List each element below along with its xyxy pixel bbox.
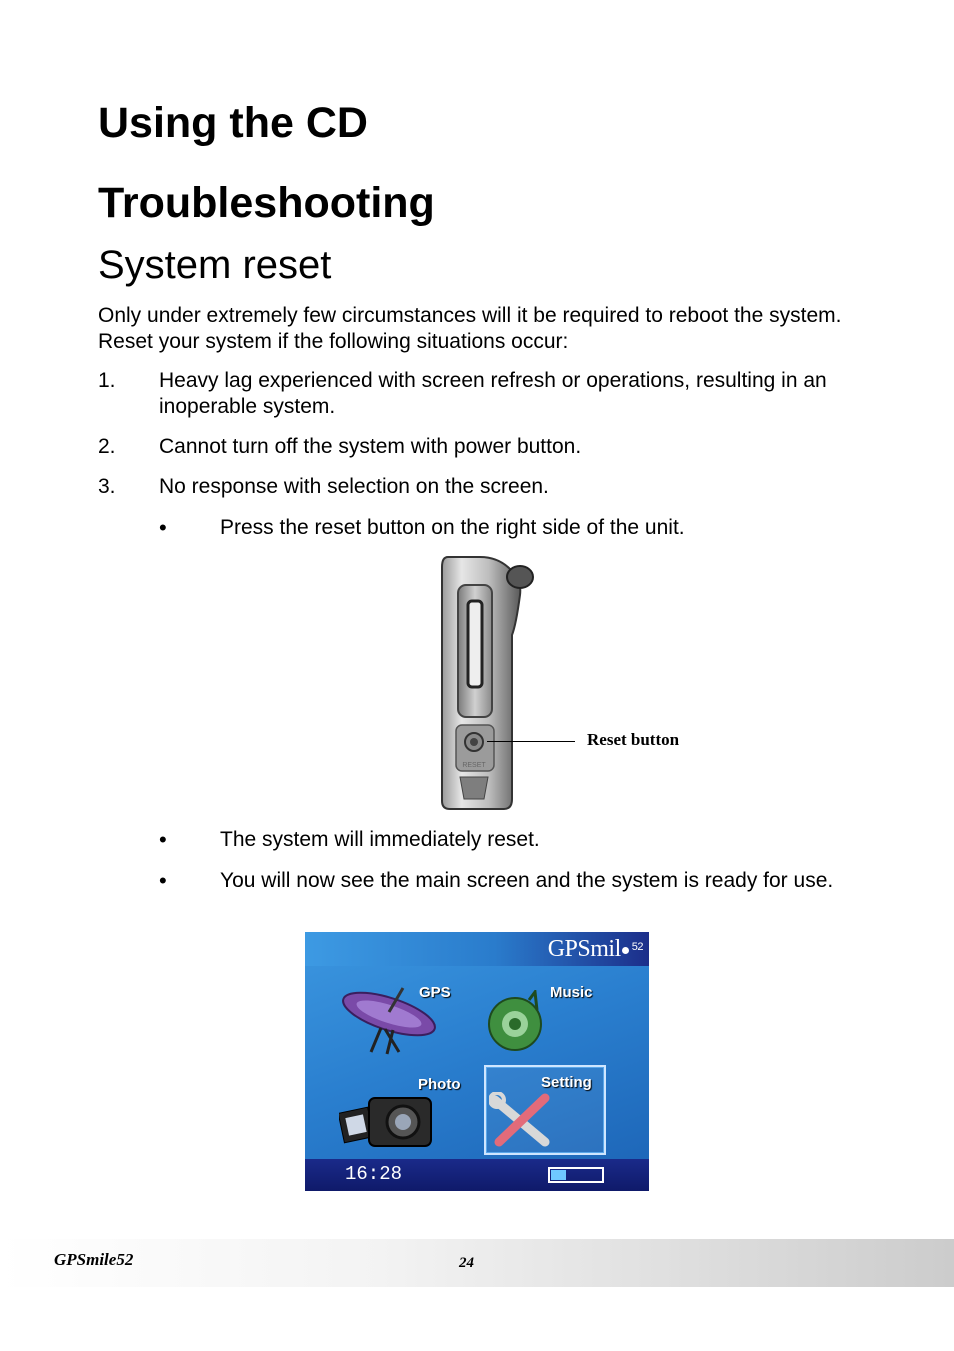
reset-button-callout: Reset button xyxy=(587,730,680,749)
main-screen-image xyxy=(305,932,649,1191)
page-footer xyxy=(0,1239,954,1287)
bullet-item-1: Press the reset button on the right side of the unit. xyxy=(220,516,685,539)
screen-header xyxy=(305,932,649,966)
list-number-1: 1. xyxy=(98,369,116,392)
camera-icon xyxy=(339,1090,439,1152)
photo-label: Photo xyxy=(418,1076,461,1093)
clock-text: 16:28 xyxy=(345,1163,403,1185)
list-item-2: Cannot turn off the system with power button. xyxy=(159,435,582,458)
music-label: Music xyxy=(550,984,593,1001)
list-item-1: Heavy lag experienced with screen refresh or operations, resulting in an inoperable system. xyxy=(159,369,827,418)
tools-icon xyxy=(489,1092,559,1150)
screen-status-bar xyxy=(305,1159,649,1191)
footer-product-name: GPSmile52 xyxy=(54,1250,134,1269)
brand-logo: GPSmil $^{52}$ xyxy=(547,936,643,962)
callout-line xyxy=(487,741,575,742)
page-number: 24 xyxy=(459,1255,474,1271)
battery-icon xyxy=(548,1167,604,1183)
bullet-icon: • xyxy=(159,515,167,540)
reset-engraving: RESET xyxy=(462,762,486,769)
chapter-title: Using the CD xyxy=(98,99,368,147)
setting-label: Setting xyxy=(541,1074,592,1091)
list-number-3: 3. xyxy=(98,475,116,498)
bullet-icon: • xyxy=(159,827,167,852)
bullet-icon: • xyxy=(159,868,167,893)
subsection-title: System reset xyxy=(98,243,332,287)
device-side-image xyxy=(440,555,576,811)
section-title: Troubleshooting xyxy=(98,179,435,227)
list-number-2: 2. xyxy=(98,435,116,458)
music-disc-icon xyxy=(487,990,549,1052)
bullet-item-3: You will now see the main screen and the system is ready for use. xyxy=(220,869,834,892)
battery-level-fill xyxy=(551,1170,566,1180)
intro-paragraph: Only under extremely few circumstances will it be required to reboot the system. Reset your system if the following situations occur: xyxy=(98,304,842,353)
bullet-item-2: The system will immediately reset. xyxy=(220,828,540,851)
list-item-3: No response with selection on the screen. xyxy=(159,475,549,498)
gps-label: GPS xyxy=(419,984,451,1001)
